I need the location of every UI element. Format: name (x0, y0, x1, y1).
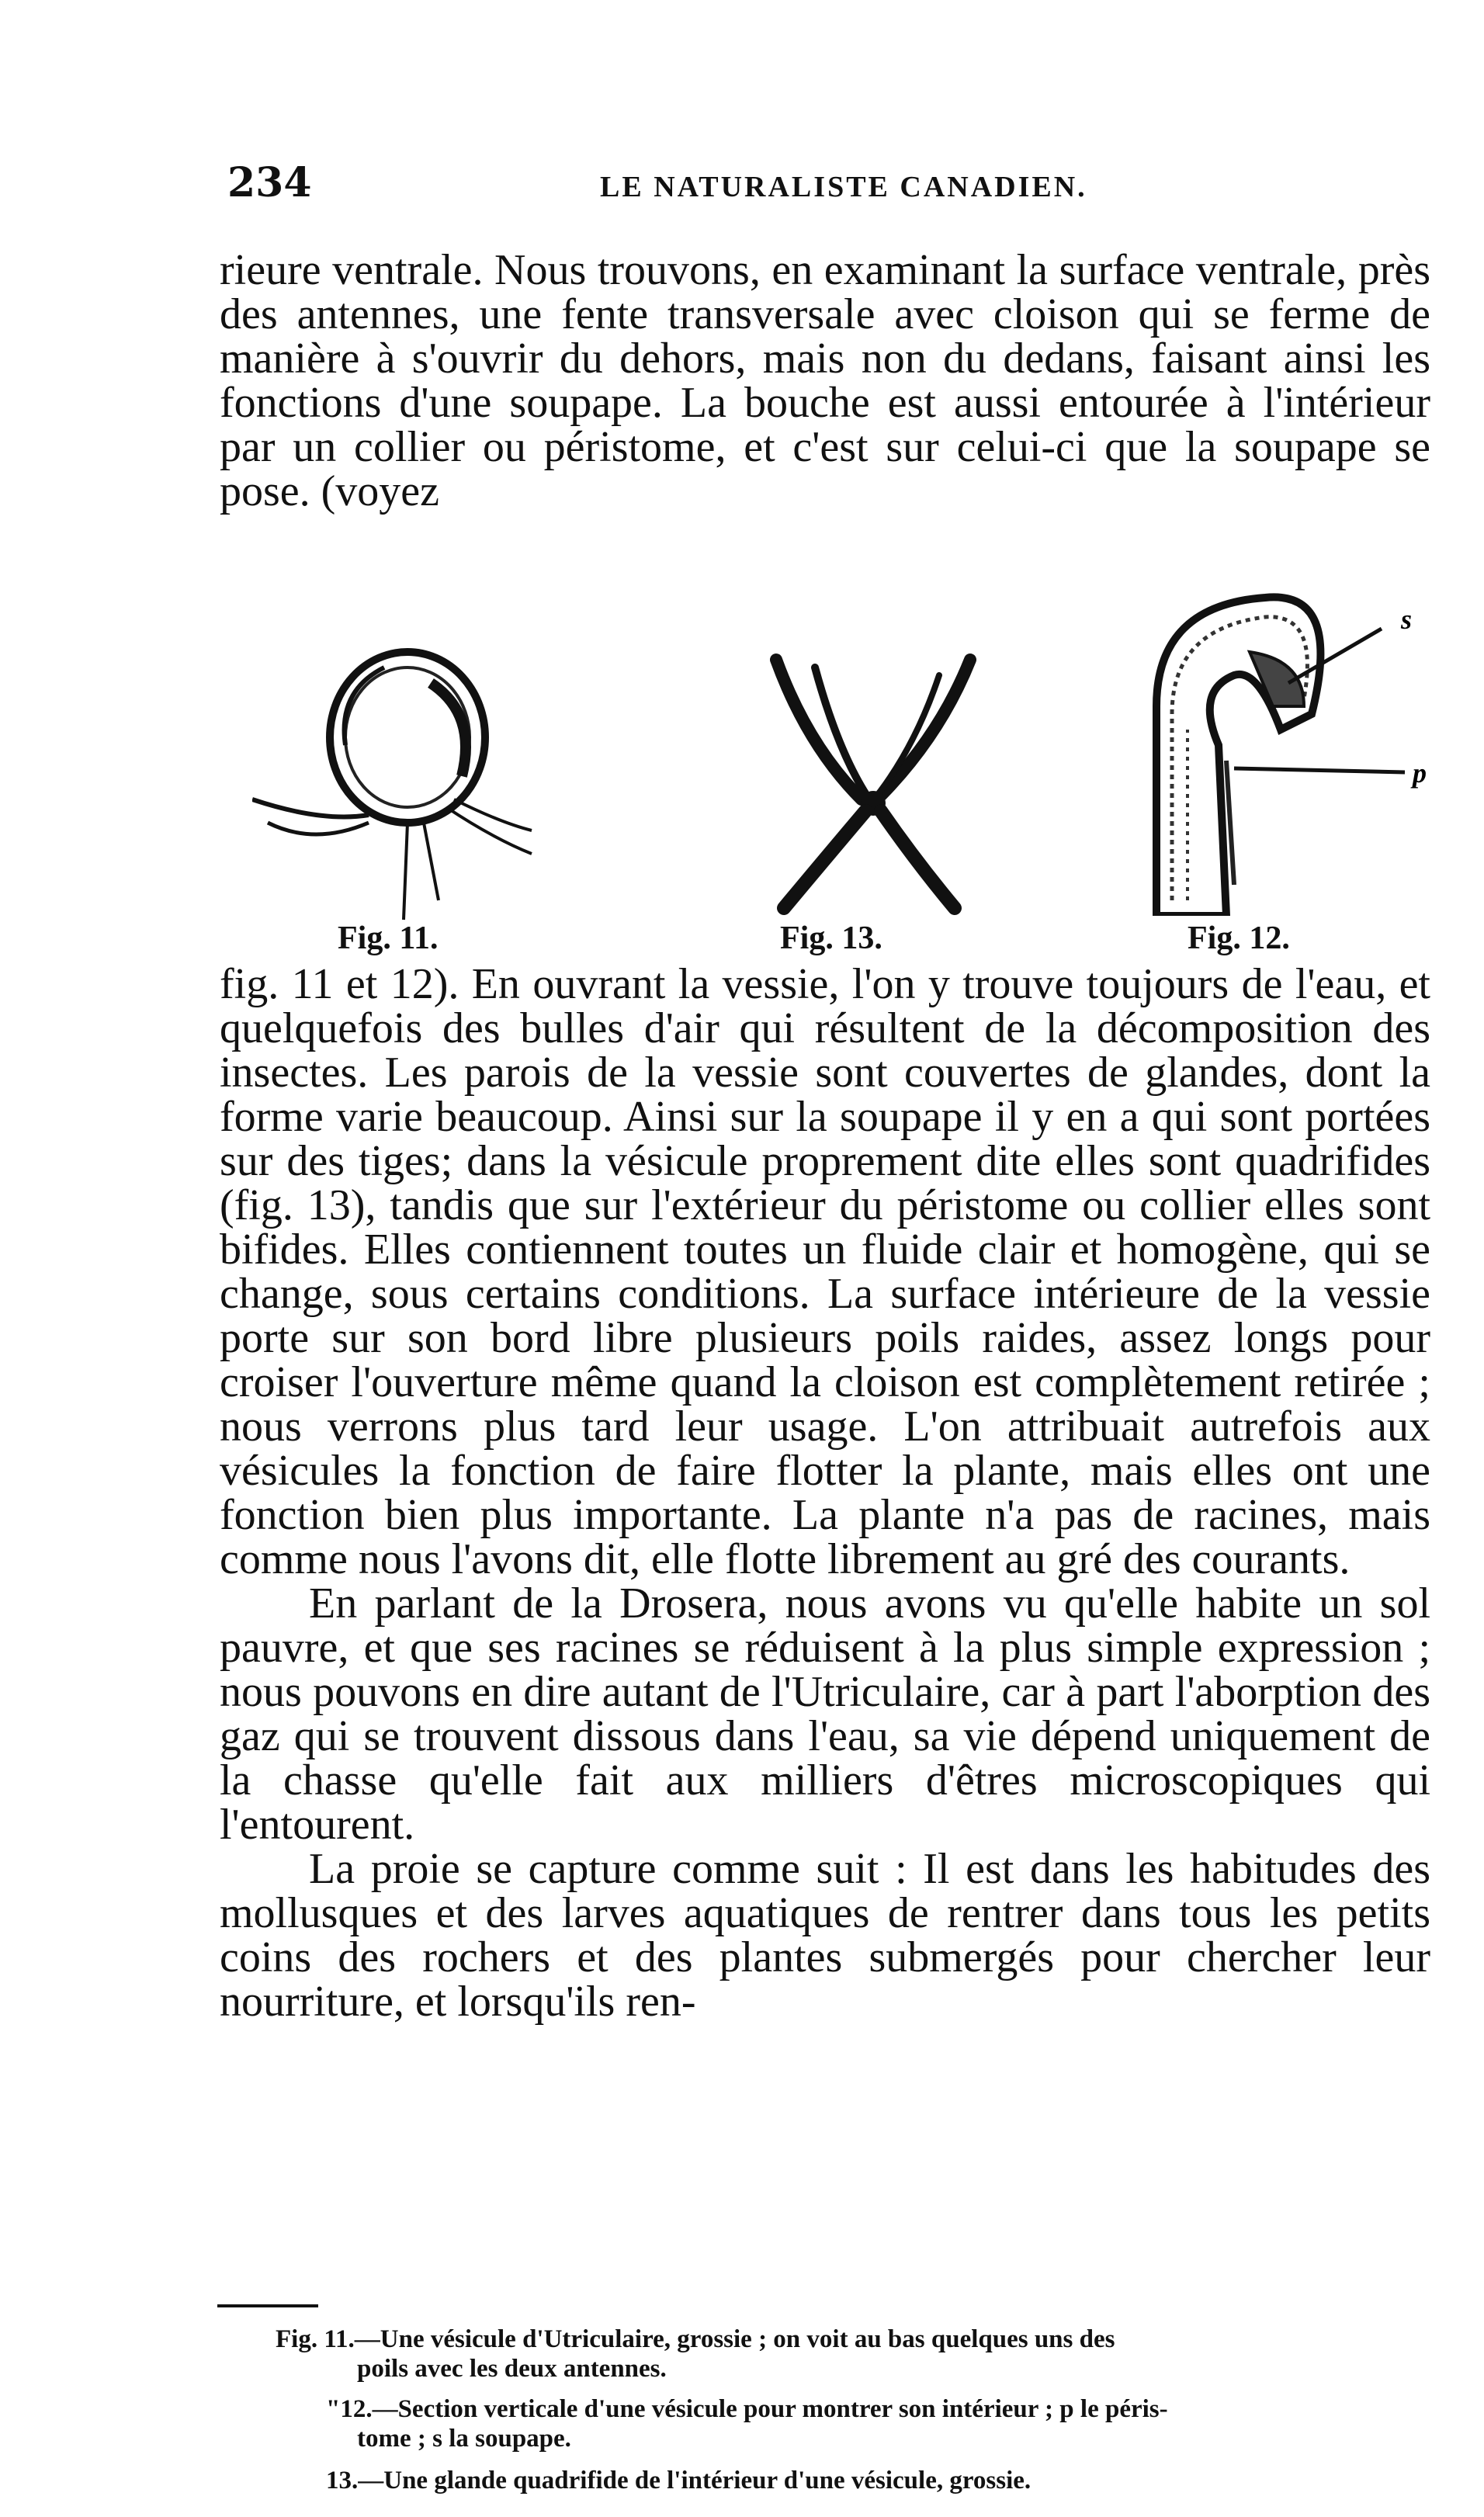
body-text-top (220, 248, 1430, 514)
footnote-rule (217, 2304, 318, 2307)
page-header (227, 159, 1438, 221)
footnote-lead: "12.— (326, 2395, 398, 2423)
footnote-text: Une vésicule d'Utriculaire, grossie ; on voit au bas quelques uns des (380, 2325, 1115, 2353)
footnote-continuation: poils avec les deux antennes. (357, 2355, 667, 2383)
figure-12-caption: Fig. 12. (1188, 920, 1290, 956)
figure-11-vesicle (252, 621, 563, 924)
footnote-fig11 (276, 2325, 1416, 2384)
footnote-lead: 13.— (326, 2467, 384, 2494)
footnote-text: Une glande quadrifide de l'intérieur d'une vésicule, grossie. (383, 2467, 1032, 2494)
figure-12-vertical-section (1125, 590, 1451, 916)
fig12-label-p: p (1413, 758, 1427, 789)
footnote-fig12 (326, 2394, 1416, 2453)
footnote-text: Section verticale d'une vésicule pour montrer son intérieur ; p le péris- (397, 2395, 1168, 2423)
figure-13-quadrifid-gland (761, 652, 986, 916)
running-head: LE NATURALISTE CANADIEN. (600, 171, 1087, 203)
paragraph: La proie se capture comme suit : Il est dans les habitudes des mollusques et des larves aquatiques de rentrer dans tous les petits coins des rochers et des plantes submergés pour chercher leur nourriture, et lorsqu'ils ren- (220, 1845, 1430, 2026)
fig12-label-s: s (1401, 604, 1413, 635)
footnote-lead: Fig. 11.— (276, 2325, 380, 2353)
paragraph: fig. 11 et 12). En ouvrant la vessie, l'on y trouve toujours de l'eau, et quelquefois des bulles d'air qui résultent de la décomposition des insectes. Les parois de la vessie sont couvertes de glandes, dont la forme varie beaucoup. Ainsi sur la soupape il y en a qui sont portées sur des tiges; dans la vésicule proprement dite elles sont quadrifides (fig. 13), tandis que sur l'extérieur du péristome ou collier elles sont bifides. Elles contiennent toutes un fluide clair et homogène, qui se change, sous certains conditions. La surface intérieure de la vessie porte sur son bord libre plusieurs poils raides, assez longs pour croiser l'ouverture même quand la cloison est complètement retirée ; nous verrons plus tard leur usage. L'on attribuait autrefois aux vésicules la fonction de faire flotter la plante, mais elles ont une fonction bien plus importante. La plante n'a pas de racines, mais comme nous l'avons dit, elle flotte librement au gré des courants. (220, 960, 1430, 1583)
paragraph: En parlant de la Drosera, nous avons vu qu'elle habite un sol pauvre, et que ses racines se réduisent à la plus simple expression ; nous pouvons en dire autant de l'Utriculaire, car à part l'aborption des gaz qui se trouvent dissous dans l'eau, sa vie dépend uniquement de la chasse qu'elle fait aux milliers d'êtres microscopiques qui l'entourent. (220, 1579, 1430, 1849)
figure-11-caption: Fig. 11. (338, 920, 439, 956)
paragraph: rieure ventrale. Nous trouvons, en examinant la surface ventrale, près des antennes, une fente transversale avec cloison qui se ferme de manière à s'ouvrir du dehors, mais non du dedans, faisant ainsi les fonctions d'une soupape. La bouche est aussi entourée à l'intérieur par un collier ou péristome, et c'est sur celui-ci que la soupape se pose. (voyez (220, 246, 1430, 515)
footnote-continuation: tome ; s la soupape. (357, 2425, 571, 2453)
figure-13-caption: Fig. 13. (780, 920, 882, 956)
footnote-fig13 (326, 2466, 1416, 2495)
page-number: 234 (227, 159, 312, 206)
body-text-bottom (220, 962, 1430, 2024)
